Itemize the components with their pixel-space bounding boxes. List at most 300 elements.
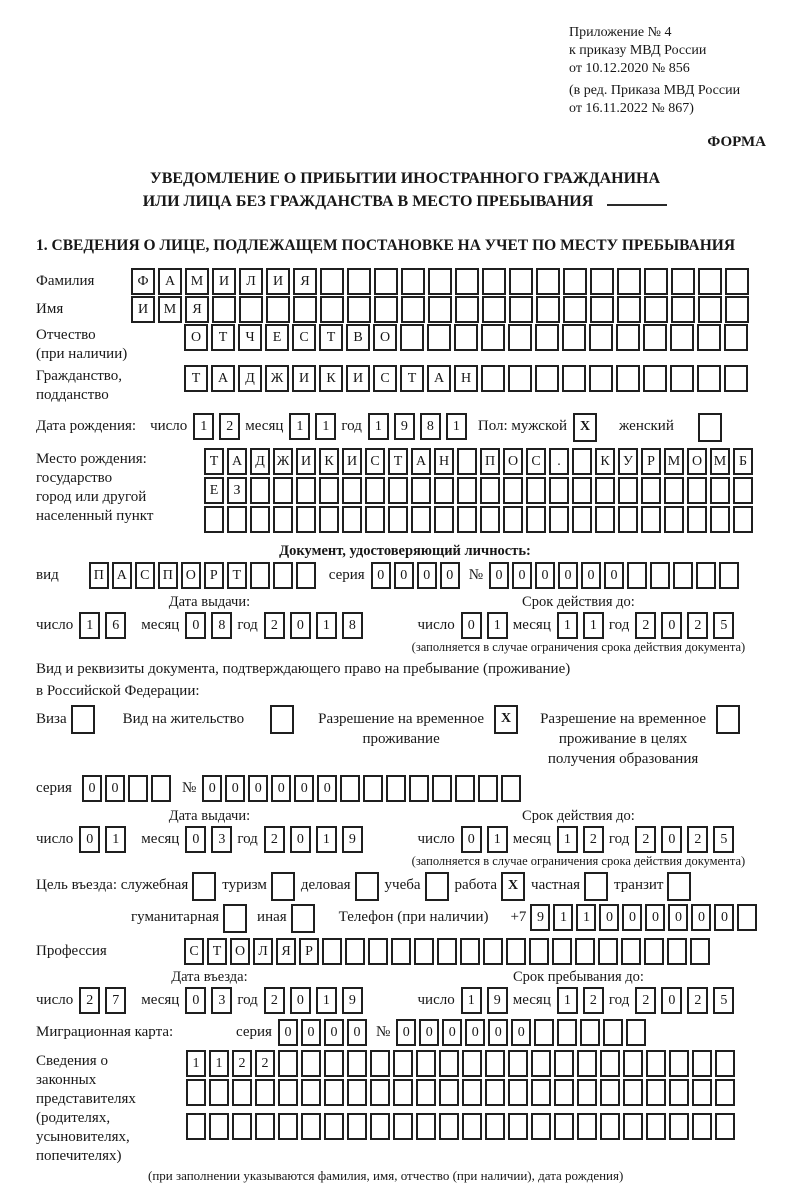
char-box[interactable] [186, 1079, 206, 1106]
char-box[interactable]: 0 [278, 1019, 298, 1046]
char-box[interactable] [319, 477, 339, 504]
char-box[interactable] [455, 296, 479, 323]
char-box[interactable]: Д [250, 448, 270, 475]
char-box[interactable] [724, 365, 748, 392]
char-box[interactable]: 1 [105, 826, 126, 853]
char-box[interactable] [641, 477, 661, 504]
temp-residence-checkbox[interactable] [494, 705, 518, 734]
char-box[interactable]: Н [454, 365, 478, 392]
char-box[interactable] [434, 477, 454, 504]
char-box[interactable] [646, 1113, 666, 1140]
char-box[interactable] [482, 268, 506, 295]
issue2-year-input[interactable] [264, 826, 368, 853]
char-box[interactable] [557, 1019, 577, 1046]
char-box[interactable]: 0 [371, 562, 391, 589]
char-box[interactable] [725, 268, 749, 295]
char-box[interactable]: 0 [622, 904, 642, 931]
char-box[interactable] [212, 296, 236, 323]
char-box[interactable] [428, 268, 452, 295]
char-box[interactable] [432, 775, 452, 802]
char-box[interactable] [617, 268, 641, 295]
char-box[interactable]: К [319, 448, 339, 475]
entry-month-input[interactable] [185, 987, 237, 1014]
char-box[interactable] [508, 324, 532, 351]
char-box[interactable]: 0 [82, 775, 102, 802]
char-box[interactable] [562, 365, 586, 392]
purpose-tourism-checkbox[interactable] [271, 872, 295, 901]
char-box[interactable] [485, 1050, 505, 1077]
purpose-work-checkbox[interactable] [501, 872, 525, 901]
char-box[interactable] [725, 296, 749, 323]
char-box[interactable] [572, 506, 592, 533]
phone-input[interactable] [530, 904, 760, 931]
char-box[interactable] [733, 506, 753, 533]
char-box[interactable] [481, 365, 505, 392]
char-box[interactable] [393, 1050, 413, 1077]
birthplace-row2-input[interactable] [204, 477, 756, 504]
char-box[interactable] [698, 296, 722, 323]
char-box[interactable]: 0 [396, 1019, 416, 1046]
char-box[interactable] [595, 477, 615, 504]
char-box[interactable]: 0 [442, 1019, 462, 1046]
char-box[interactable]: 3 [211, 987, 232, 1014]
char-box[interactable] [296, 562, 316, 589]
char-box[interactable] [506, 938, 526, 965]
char-box[interactable]: 0 [79, 826, 100, 853]
char-box[interactable] [457, 448, 477, 475]
char-box[interactable]: 2 [264, 612, 285, 639]
char-box[interactable] [508, 365, 532, 392]
char-box[interactable] [600, 1050, 620, 1077]
char-box[interactable]: П [89, 562, 109, 589]
entry-day-input[interactable] [79, 987, 131, 1014]
char-box[interactable] [697, 324, 721, 351]
char-box[interactable] [322, 938, 342, 965]
char-box[interactable]: 0 [604, 562, 624, 589]
char-box[interactable] [641, 506, 661, 533]
char-box[interactable]: Ж [265, 365, 289, 392]
doc-series-input[interactable] [371, 562, 463, 589]
char-box[interactable]: С [292, 324, 316, 351]
char-box[interactable] [715, 1079, 735, 1106]
char-box[interactable] [580, 1019, 600, 1046]
char-box[interactable] [549, 506, 569, 533]
char-box[interactable] [644, 296, 668, 323]
char-box[interactable] [347, 1050, 367, 1077]
char-box[interactable] [670, 365, 694, 392]
char-box[interactable]: Ж [273, 448, 293, 475]
char-box[interactable]: О [230, 938, 250, 965]
char-box[interactable]: Т [207, 938, 227, 965]
char-box[interactable]: 2 [635, 612, 656, 639]
char-box[interactable] [667, 872, 691, 901]
char-box[interactable]: 1 [557, 826, 578, 853]
char-box[interactable] [483, 938, 503, 965]
char-box[interactable]: К [319, 365, 343, 392]
char-box[interactable]: 0 [290, 987, 311, 1014]
char-box[interactable]: 1 [79, 612, 100, 639]
char-box[interactable] [696, 562, 716, 589]
char-box[interactable]: И [266, 268, 290, 295]
char-box[interactable] [692, 1079, 712, 1106]
purpose-private-checkbox[interactable] [584, 872, 608, 901]
char-box[interactable]: 2 [583, 826, 604, 853]
char-box[interactable] [531, 1050, 551, 1077]
char-box[interactable] [340, 775, 360, 802]
char-box[interactable]: 5 [713, 612, 734, 639]
char-box[interactable] [462, 1113, 482, 1140]
char-box[interactable] [428, 296, 452, 323]
char-box[interactable] [698, 268, 722, 295]
char-box[interactable]: 2 [583, 987, 604, 1014]
char-box[interactable] [232, 1079, 252, 1106]
char-box[interactable] [616, 365, 640, 392]
char-box[interactable] [250, 562, 270, 589]
profession-input[interactable] [184, 938, 713, 965]
valid1-day-input[interactable] [461, 612, 513, 639]
char-box[interactable] [391, 938, 411, 965]
char-box[interactable] [737, 904, 757, 931]
issue1-month-input[interactable] [185, 612, 237, 639]
char-box[interactable] [239, 296, 263, 323]
visa-checkbox[interactable] [71, 705, 95, 734]
char-box[interactable]: 1 [557, 987, 578, 1014]
char-box[interactable]: 0 [290, 826, 311, 853]
char-box[interactable]: Я [293, 268, 317, 295]
char-box[interactable]: Т [388, 448, 408, 475]
char-box[interactable] [192, 872, 216, 901]
char-box[interactable]: А [158, 268, 182, 295]
legal-row2-input[interactable] [186, 1079, 738, 1106]
char-box[interactable] [485, 1113, 505, 1140]
valid1-month-input[interactable] [557, 612, 609, 639]
char-box[interactable] [342, 506, 362, 533]
stay-year-input[interactable] [635, 987, 739, 1014]
purpose-official-checkbox[interactable] [192, 872, 216, 901]
char-box[interactable]: 6 [105, 612, 126, 639]
char-box[interactable] [687, 506, 707, 533]
char-box[interactable]: 0 [317, 775, 337, 802]
char-box[interactable] [598, 938, 618, 965]
temp-residence-edu-checkbox[interactable] [716, 705, 740, 734]
char-box[interactable]: 2 [264, 987, 285, 1014]
char-box[interactable] [595, 506, 615, 533]
char-box[interactable] [698, 413, 722, 442]
char-box[interactable] [434, 506, 454, 533]
char-box[interactable]: 0 [417, 562, 437, 589]
char-box[interactable]: И [342, 448, 362, 475]
char-box[interactable] [460, 938, 480, 965]
char-box[interactable]: 0 [105, 775, 125, 802]
char-box[interactable] [584, 872, 608, 901]
char-box[interactable]: Р [641, 448, 661, 475]
birthplace-row3-input[interactable] [204, 506, 756, 533]
char-box[interactable]: Р [299, 938, 319, 965]
char-box[interactable] [128, 775, 148, 802]
char-box[interactable]: И [131, 296, 155, 323]
char-box[interactable] [644, 938, 664, 965]
char-box[interactable] [342, 477, 362, 504]
char-box[interactable]: 0 [581, 562, 601, 589]
char-box[interactable] [209, 1079, 229, 1106]
char-box[interactable] [480, 506, 500, 533]
char-box[interactable]: 0 [440, 562, 460, 589]
char-box[interactable] [508, 1050, 528, 1077]
char-box[interactable]: 2 [219, 413, 240, 440]
char-box[interactable] [526, 477, 546, 504]
char-box[interactable]: У [618, 448, 638, 475]
char-box[interactable] [347, 1113, 367, 1140]
char-box[interactable]: 9 [342, 987, 363, 1014]
char-box[interactable]: 0 [661, 612, 682, 639]
char-box[interactable]: 0 [691, 904, 711, 931]
stay-month-input[interactable] [557, 987, 609, 1014]
char-box[interactable]: Д [238, 365, 262, 392]
char-box[interactable] [552, 938, 572, 965]
char-box[interactable] [401, 296, 425, 323]
legal-row3-input[interactable] [186, 1113, 738, 1140]
char-box[interactable]: 0 [489, 562, 509, 589]
char-box[interactable]: А [112, 562, 132, 589]
char-box[interactable]: Я [276, 938, 296, 965]
char-box[interactable]: 1 [209, 1050, 229, 1077]
char-box[interactable]: М [158, 296, 182, 323]
char-box[interactable] [439, 1113, 459, 1140]
char-box[interactable]: Т [227, 562, 247, 589]
char-box[interactable]: 0 [324, 1019, 344, 1046]
char-box[interactable]: 9 [394, 413, 415, 440]
char-box[interactable] [572, 448, 592, 475]
char-box[interactable] [535, 365, 559, 392]
char-box[interactable]: Е [265, 324, 289, 351]
char-box[interactable] [536, 296, 560, 323]
char-box[interactable] [370, 1079, 390, 1106]
char-box[interactable]: Е [204, 477, 224, 504]
char-box[interactable]: 8 [420, 413, 441, 440]
char-box[interactable]: О [184, 324, 208, 351]
char-box[interactable]: 1 [461, 987, 482, 1014]
char-box[interactable]: Ч [238, 324, 262, 351]
char-box[interactable]: С [365, 448, 385, 475]
char-box[interactable] [324, 1113, 344, 1140]
char-box[interactable] [232, 1113, 252, 1140]
char-box[interactable]: 0 [271, 775, 291, 802]
char-box[interactable]: 1 [316, 612, 337, 639]
char-box[interactable] [400, 324, 424, 351]
char-box[interactable]: С [526, 448, 546, 475]
char-box[interactable] [673, 562, 693, 589]
patronymic-input[interactable] [184, 324, 751, 351]
valid2-month-input[interactable] [557, 826, 609, 853]
char-box[interactable]: Н [434, 448, 454, 475]
mig-series-input[interactable] [278, 1019, 370, 1046]
char-box[interactable] [204, 506, 224, 533]
char-box[interactable]: 1 [368, 413, 389, 440]
char-box[interactable] [692, 1113, 712, 1140]
issue2-day-input[interactable] [79, 826, 131, 853]
char-box[interactable] [671, 296, 695, 323]
char-box[interactable]: 1 [446, 413, 467, 440]
char-box[interactable] [186, 1113, 206, 1140]
char-box[interactable]: 0 [202, 775, 222, 802]
issue1-day-input[interactable] [79, 612, 131, 639]
char-box[interactable]: 9 [342, 826, 363, 853]
char-box[interactable]: 2 [687, 612, 708, 639]
char-box[interactable] [643, 324, 667, 351]
char-box[interactable]: 1 [487, 612, 508, 639]
char-box[interactable] [386, 775, 406, 802]
char-box[interactable]: М [710, 448, 730, 475]
char-box[interactable] [454, 324, 478, 351]
char-box[interactable]: X [501, 872, 525, 901]
sex-female-checkbox[interactable] [698, 413, 722, 442]
char-box[interactable] [411, 506, 431, 533]
char-box[interactable] [690, 938, 710, 965]
char-box[interactable] [710, 506, 730, 533]
char-box[interactable] [529, 938, 549, 965]
char-box[interactable] [345, 938, 365, 965]
char-box[interactable]: 0 [465, 1019, 485, 1046]
char-box[interactable]: 0 [661, 826, 682, 853]
char-box[interactable] [409, 775, 429, 802]
char-box[interactable] [324, 1079, 344, 1106]
char-box[interactable]: 0 [511, 1019, 531, 1046]
char-box[interactable] [427, 324, 451, 351]
char-box[interactable] [71, 705, 95, 734]
valid1-year-input[interactable] [635, 612, 739, 639]
issue2-month-input[interactable] [185, 826, 237, 853]
char-box[interactable]: Ф [131, 268, 155, 295]
char-box[interactable]: М [185, 268, 209, 295]
char-box[interactable] [671, 268, 695, 295]
char-box[interactable] [589, 365, 613, 392]
char-box[interactable] [480, 477, 500, 504]
char-box[interactable]: 8 [342, 612, 363, 639]
char-box[interactable]: Т [211, 324, 235, 351]
char-box[interactable] [664, 506, 684, 533]
char-box[interactable] [347, 296, 371, 323]
char-box[interactable]: С [135, 562, 155, 589]
char-box[interactable] [644, 268, 668, 295]
char-box[interactable]: 0 [661, 987, 682, 1014]
char-box[interactable]: О [687, 448, 707, 475]
char-box[interactable]: 2 [232, 1050, 252, 1077]
purpose-business-checkbox[interactable] [355, 872, 379, 901]
char-box[interactable] [618, 506, 638, 533]
char-box[interactable]: О [181, 562, 201, 589]
char-box[interactable] [320, 296, 344, 323]
char-box[interactable]: 0 [419, 1019, 439, 1046]
permit-series-input[interactable] [82, 775, 174, 802]
char-box[interactable] [355, 872, 379, 901]
char-box[interactable]: 0 [599, 904, 619, 931]
char-box[interactable] [590, 268, 614, 295]
char-box[interactable] [401, 268, 425, 295]
char-box[interactable] [531, 1113, 551, 1140]
char-box[interactable] [320, 268, 344, 295]
char-box[interactable]: 1 [186, 1050, 206, 1077]
char-box[interactable]: 2 [635, 826, 656, 853]
char-box[interactable]: М [664, 448, 684, 475]
doc-type-input[interactable] [89, 562, 319, 589]
char-box[interactable]: 0 [488, 1019, 508, 1046]
char-box[interactable] [266, 296, 290, 323]
char-box[interactable] [562, 324, 586, 351]
char-box[interactable]: 0 [535, 562, 555, 589]
char-box[interactable] [388, 506, 408, 533]
char-box[interactable] [590, 296, 614, 323]
char-box[interactable]: 0 [714, 904, 734, 931]
char-box[interactable] [462, 1050, 482, 1077]
char-box[interactable] [455, 775, 475, 802]
char-box[interactable]: А [227, 448, 247, 475]
char-box[interactable] [687, 477, 707, 504]
char-box[interactable] [715, 1050, 735, 1077]
doc-number-input[interactable] [489, 562, 742, 589]
char-box[interactable]: Р [204, 562, 224, 589]
char-box[interactable]: И [212, 268, 236, 295]
char-box[interactable]: 0 [461, 826, 482, 853]
char-box[interactable] [271, 872, 295, 901]
char-box[interactable] [278, 1113, 298, 1140]
valid2-year-input[interactable] [635, 826, 739, 853]
char-box[interactable]: И [292, 365, 316, 392]
char-box[interactable]: 1 [583, 612, 604, 639]
char-box[interactable] [501, 775, 521, 802]
char-box[interactable] [255, 1113, 275, 1140]
char-box[interactable]: Я [185, 296, 209, 323]
char-box[interactable]: 0 [225, 775, 245, 802]
char-box[interactable] [536, 268, 560, 295]
char-box[interactable] [563, 268, 587, 295]
char-box[interactable]: 0 [185, 826, 206, 853]
char-box[interactable] [425, 872, 449, 901]
char-box[interactable] [273, 477, 293, 504]
char-box[interactable] [549, 477, 569, 504]
char-box[interactable] [347, 268, 371, 295]
char-box[interactable] [227, 506, 247, 533]
char-box[interactable] [715, 1113, 735, 1140]
char-box[interactable]: А [211, 365, 235, 392]
char-box[interactable] [724, 324, 748, 351]
char-box[interactable] [393, 1113, 413, 1140]
char-box[interactable]: X [494, 705, 518, 734]
char-box[interactable]: 0 [668, 904, 688, 931]
char-box[interactable]: 0 [185, 612, 206, 639]
char-box[interactable] [370, 1113, 390, 1140]
char-box[interactable] [250, 506, 270, 533]
char-box[interactable]: З [227, 477, 247, 504]
char-box[interactable] [478, 775, 498, 802]
char-box[interactable] [670, 324, 694, 351]
char-box[interactable] [616, 324, 640, 351]
birth-day-input[interactable] [193, 413, 245, 440]
char-box[interactable] [643, 365, 667, 392]
char-box[interactable] [301, 1113, 321, 1140]
char-box[interactable] [603, 1019, 623, 1046]
char-box[interactable] [455, 268, 479, 295]
issue1-year-input[interactable] [264, 612, 368, 639]
char-box[interactable]: 8 [211, 612, 232, 639]
char-box[interactable] [365, 506, 385, 533]
char-box[interactable]: Т [184, 365, 208, 392]
char-box[interactable] [563, 296, 587, 323]
char-box[interactable]: 0 [347, 1019, 367, 1046]
char-box[interactable] [273, 506, 293, 533]
char-box[interactable] [209, 1113, 229, 1140]
char-box[interactable] [437, 938, 457, 965]
char-box[interactable] [503, 506, 523, 533]
